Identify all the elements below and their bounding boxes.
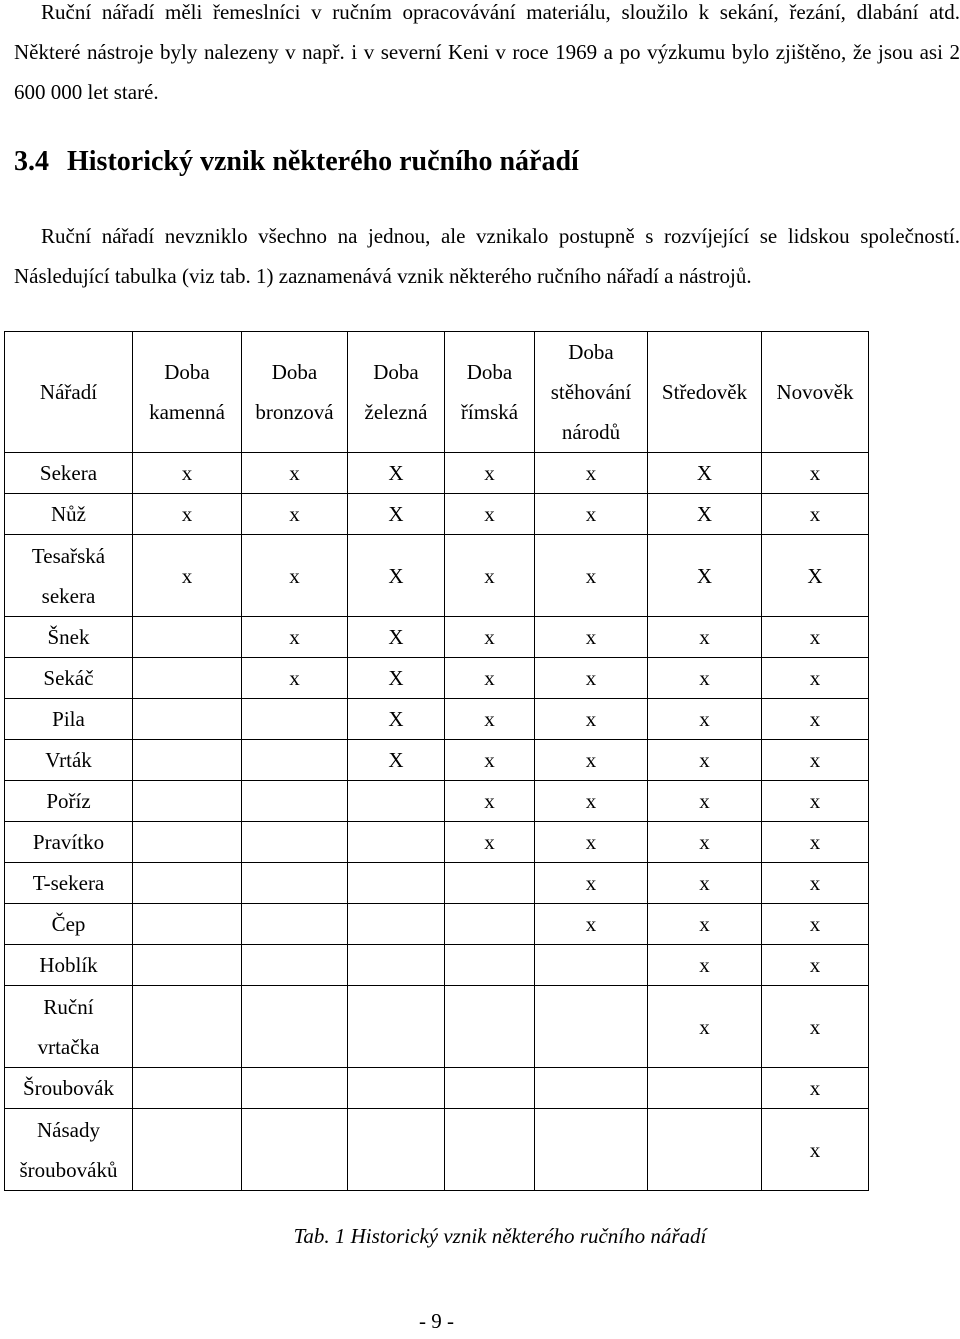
era-mark-cell: x <box>762 822 869 863</box>
cell-text-line: Tesařská <box>31 543 106 568</box>
era-mark-cell <box>242 986 348 1068</box>
body-paragraph: Ruční nářadí nevzniklo všechno na jednou, ale vznikalo postupně s rozvíjející se lidskou společností. Následující tabulka (viz tab. 1) zaznamenává vznik některého ručního nářadí a nástrojů. <box>14 224 960 288</box>
era-mark-cell: x <box>535 617 648 658</box>
era-mark-cell <box>242 1109 348 1191</box>
column-header <box>348 332 445 453</box>
cell-text-line: železná <box>364 400 428 424</box>
column-header <box>242 332 348 453</box>
era-mark-cell <box>445 904 535 945</box>
era-mark-cell: x <box>535 658 648 699</box>
era-mark-cell <box>242 1068 348 1109</box>
era-mark-cell: x <box>133 494 242 535</box>
tool-name-cell <box>5 945 133 986</box>
era-mark-cell: x <box>535 740 648 781</box>
era-mark-cell: x <box>535 781 648 822</box>
era-mark-cell: x <box>648 904 762 945</box>
era-mark-cell <box>445 986 535 1068</box>
tool-name-cell <box>5 1068 133 1109</box>
era-mark-cell: X <box>348 617 445 658</box>
era-mark-cell <box>445 945 535 986</box>
table-row <box>5 904 869 945</box>
era-mark-cell: x <box>445 617 535 658</box>
era-mark-cell <box>348 904 445 945</box>
cell-text-line: Doba <box>164 360 210 384</box>
era-mark-cell <box>535 1068 648 1109</box>
era-mark-cell: x <box>535 904 648 945</box>
era-mark-cell: x <box>648 822 762 863</box>
era-mark-cell: x <box>762 986 869 1068</box>
era-mark-cell: x <box>535 453 648 494</box>
era-mark-cell <box>133 945 242 986</box>
tool-name-cell <box>5 453 133 494</box>
tool-history-table <box>4 331 869 1191</box>
era-mark-cell: x <box>445 740 535 781</box>
cell-text-line: Poříz <box>46 789 91 813</box>
era-mark-cell: x <box>648 658 762 699</box>
table-row <box>5 945 869 986</box>
era-mark-cell: x <box>535 822 648 863</box>
table-row <box>5 453 869 494</box>
era-mark-cell: x <box>648 863 762 904</box>
era-mark-cell <box>133 740 242 781</box>
era-mark-cell: x <box>445 781 535 822</box>
era-mark-cell <box>242 781 348 822</box>
tool-name-cell <box>5 535 133 617</box>
cell-text-line: Středověk <box>661 380 748 404</box>
era-mark-cell: x <box>762 781 869 822</box>
table-row <box>5 986 869 1068</box>
cell-text-line: bronzová <box>255 400 334 424</box>
cell-text-line: Šnek <box>47 625 90 649</box>
era-mark-cell: x <box>133 535 242 617</box>
era-mark-cell: X <box>348 494 445 535</box>
table-body <box>5 332 869 1191</box>
era-mark-cell: x <box>242 658 348 699</box>
table-row <box>5 535 869 617</box>
cell-text-line: Nůž <box>51 502 86 526</box>
era-mark-cell <box>133 658 242 699</box>
era-mark-cell <box>348 781 445 822</box>
column-header <box>5 332 133 453</box>
era-mark-cell <box>348 863 445 904</box>
era-mark-cell <box>242 945 348 986</box>
column-header <box>648 332 762 453</box>
cell-text-line: stěhování <box>550 380 632 404</box>
era-mark-cell: X <box>648 453 762 494</box>
tool-name-cell <box>5 863 133 904</box>
era-mark-cell <box>133 617 242 658</box>
era-mark-cell <box>242 904 348 945</box>
era-mark-cell <box>133 904 242 945</box>
era-mark-cell <box>535 986 648 1068</box>
era-mark-cell: X <box>648 494 762 535</box>
era-mark-cell <box>242 863 348 904</box>
era-mark-cell: x <box>445 822 535 863</box>
tool-name-cell <box>5 904 133 945</box>
era-mark-cell: x <box>535 535 648 617</box>
section-number: 3.4 <box>14 146 49 177</box>
cell-text-line: Doba <box>568 340 614 364</box>
table-row <box>5 1068 869 1109</box>
cell-text-line: šroubováků <box>19 1157 118 1182</box>
era-mark-cell <box>242 822 348 863</box>
era-mark-cell <box>133 699 242 740</box>
cell-text-line: Novověk <box>776 380 854 404</box>
cell-text-line: Sekáč <box>43 666 94 690</box>
era-mark-cell: x <box>762 699 869 740</box>
era-mark-cell: x <box>133 453 242 494</box>
era-mark-cell: X <box>348 740 445 781</box>
era-mark-cell <box>445 1068 535 1109</box>
cell-text-line: Sekera <box>39 461 98 485</box>
cell-text-line: Doba <box>271 360 318 384</box>
era-mark-cell: x <box>762 740 869 781</box>
cell-text-line: Násady <box>37 1117 100 1142</box>
era-mark-cell: x <box>762 453 869 494</box>
era-mark-cell <box>133 986 242 1068</box>
era-mark-cell: X <box>648 535 762 617</box>
era-mark-cell: x <box>242 453 348 494</box>
tool-name-cell <box>5 699 133 740</box>
era-mark-cell: x <box>762 863 869 904</box>
era-mark-cell <box>242 740 348 781</box>
era-mark-cell <box>535 1109 648 1191</box>
era-mark-cell <box>133 863 242 904</box>
era-mark-cell: x <box>762 945 869 986</box>
era-mark-cell: X <box>348 453 445 494</box>
cell-text-line: Pila <box>52 707 85 731</box>
era-mark-cell: x <box>242 494 348 535</box>
era-mark-cell <box>445 1109 535 1191</box>
era-mark-cell <box>348 986 445 1068</box>
era-mark-cell: x <box>762 904 869 945</box>
era-mark-cell: X <box>762 535 869 617</box>
cell-text-line: sekera <box>41 583 96 608</box>
era-mark-cell <box>648 1109 762 1191</box>
tool-name-cell <box>5 658 133 699</box>
era-mark-cell: x <box>535 699 648 740</box>
era-mark-cell <box>348 822 445 863</box>
tool-name-cell <box>5 781 133 822</box>
era-mark-cell: x <box>648 617 762 658</box>
cell-text-line: Nářadí <box>39 380 98 404</box>
column-header <box>445 332 535 453</box>
era-mark-cell <box>535 945 648 986</box>
era-mark-cell <box>133 781 242 822</box>
table-header-row <box>5 332 869 453</box>
column-header <box>133 332 242 453</box>
era-mark-cell: x <box>445 699 535 740</box>
era-mark-cell: x <box>762 617 869 658</box>
cell-text-line: Hoblík <box>39 953 98 977</box>
table-caption: Tab. 1 Historický vznik některého ručního nářadí <box>293 1224 707 1248</box>
era-mark-cell: x <box>242 535 348 617</box>
intro-paragraph: Ruční nářadí měli řemeslníci v ručním opracovávání materiálu, sloužilo k sekání, řezání, dlabání atd. Některé nástroje byly nalezeny v např. i v severní Keni v roce 1969 a po výzkumu bylo zjištěno, že jsou asi 2 600 000 let staré. <box>14 0 960 104</box>
table-row <box>5 658 869 699</box>
tool-name-cell <box>5 822 133 863</box>
era-mark-cell: x <box>535 863 648 904</box>
era-mark-cell: X <box>348 535 445 617</box>
table-row <box>5 1109 869 1191</box>
era-mark-cell <box>133 1068 242 1109</box>
era-mark-cell: x <box>762 1109 869 1191</box>
era-mark-cell: x <box>242 617 348 658</box>
era-mark-cell: x <box>445 535 535 617</box>
era-mark-cell: x <box>445 658 535 699</box>
cell-text-line: Vrták <box>45 748 92 772</box>
table-row <box>5 822 869 863</box>
table-row <box>5 781 869 822</box>
era-mark-cell <box>133 1109 242 1191</box>
era-mark-cell <box>133 822 242 863</box>
era-mark-cell: x <box>762 1068 869 1109</box>
section-title: Historický vznik některého ručního nářadí <box>67 146 579 177</box>
era-mark-cell <box>648 1068 762 1109</box>
cell-text-line: T-sekera <box>32 871 105 895</box>
cell-text-line: Doba <box>466 360 513 384</box>
table-row <box>5 494 869 535</box>
table-row <box>5 617 869 658</box>
cell-text-line: Doba <box>373 360 419 384</box>
era-mark-cell <box>348 1109 445 1191</box>
era-mark-cell: X <box>348 699 445 740</box>
page-number: - 9 - <box>419 1309 454 1333</box>
cell-text-line: Ruční <box>43 994 94 1019</box>
era-mark-cell: x <box>648 699 762 740</box>
era-mark-cell: x <box>648 781 762 822</box>
column-header <box>535 332 648 453</box>
table-row <box>5 863 869 904</box>
era-mark-cell: x <box>648 986 762 1068</box>
cell-text-line: Pravítko <box>32 830 105 854</box>
era-mark-cell: X <box>348 658 445 699</box>
era-mark-cell: x <box>535 494 648 535</box>
table-row <box>5 740 869 781</box>
era-mark-cell <box>242 699 348 740</box>
era-mark-cell <box>445 863 535 904</box>
era-mark-cell: x <box>648 945 762 986</box>
column-header <box>762 332 869 453</box>
era-mark-cell: x <box>445 453 535 494</box>
era-mark-cell <box>348 945 445 986</box>
cell-text-line: kamenná <box>149 400 225 424</box>
era-mark-cell <box>348 1068 445 1109</box>
section-heading <box>14 140 579 184</box>
tool-name-cell <box>5 617 133 658</box>
cell-text-line: vrtačka <box>37 1034 100 1059</box>
tool-name-cell <box>5 494 133 535</box>
era-mark-cell: x <box>762 658 869 699</box>
table-row <box>5 699 869 740</box>
cell-text-line: národů <box>561 420 621 444</box>
era-mark-cell: x <box>445 494 535 535</box>
cell-text-line: Čep <box>51 912 86 936</box>
tool-name-cell <box>5 740 133 781</box>
cell-text-line: římská <box>460 400 519 424</box>
era-mark-cell: x <box>762 494 869 535</box>
era-mark-cell: x <box>648 740 762 781</box>
tool-name-cell <box>5 1109 133 1191</box>
tool-name-cell <box>5 986 133 1068</box>
cell-text-line: Šroubovák <box>23 1076 114 1100</box>
